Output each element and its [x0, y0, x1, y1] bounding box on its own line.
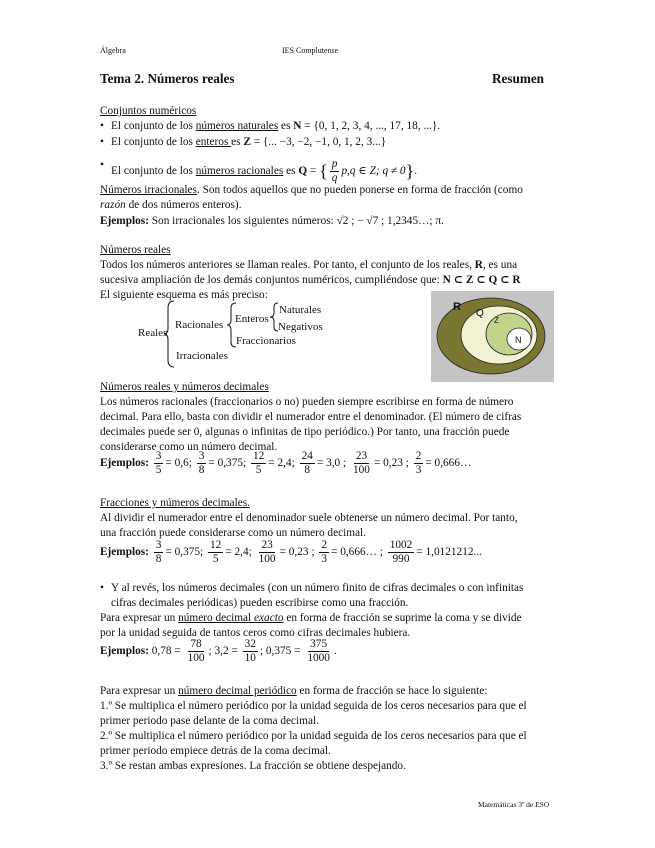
scheme-enteros: Enteros: [235, 313, 269, 325]
scheme-reales: Reales: [138, 327, 168, 339]
decimales-heading: Números reales y números decimales: [100, 381, 269, 393]
bullet-dot: •: [100, 120, 104, 132]
exacto-line2: por la unidad seguida de tantos ceros como cifras decimales hubiera.: [100, 627, 411, 639]
bullet-dot: •: [100, 159, 104, 171]
periodico-step3: 3.º Se restan ambas expresiones. La fracción se obtiene despejando.: [100, 760, 406, 772]
scheme-negativos: Negativos: [278, 321, 323, 333]
venn-label-r: R: [453, 301, 461, 313]
header-center: IES Complutense: [282, 46, 339, 55]
periodico-step1b: primer periodo pase delante de la coma decimal.: [100, 715, 319, 727]
fracciones-line2: una fracción puede considerarse como un número decimal.: [100, 527, 366, 539]
decimales-line1: Los números racionales (fraccionarios o no) pueden siempre escribirse en forma de número: [100, 396, 514, 408]
irracionales-examples: Ejemplos: Son irracionales los siguientes números: √2 ; − √7 ; 1,2345…; π.: [100, 215, 444, 227]
link-decimal-exacto: número decimal exacto: [178, 612, 284, 624]
bullet-dot: •: [100, 582, 104, 594]
exacto-line1: Para expresar un número decimal exacto en forma de fracción se suprime la coma y se divide: [100, 612, 522, 624]
fracciones-examples: Ejemplos: $\frac{3}{8}$ = 0,375; $\frac{12}{5}$ = 2,4; $\frac{23}{100}$ = 0,23 ; $\frac{2}{3}$ = 0,666… ; $\frac{1002}{990}$ = 1,0121212...: [100, 539, 482, 565]
irracionales-line1: Números irracionales. Son todos aquellos que no pueden ponerse en forma de fracción (como: [100, 184, 523, 196]
scheme-fraccionarios: Fraccionarios: [236, 335, 296, 347]
brace-reales: [164, 300, 176, 368]
scheme-naturales: Naturales: [279, 304, 322, 316]
link-enteros: enteros: [195, 136, 232, 148]
exacto-examples: Ejemplos: 0,78 = $\frac{78}{100}$ ; 3,2 = $\frac{32}{10}$ ; 0,375 = $\frac{375}{1000}$ .: [100, 638, 337, 664]
link-naturales: números naturales: [195, 120, 279, 132]
page-footer: Matemáticas 3º de ESO: [478, 800, 550, 809]
irracionales-line2: razón de dos números enteros).: [100, 199, 242, 211]
page-subtitle: Resumen: [492, 71, 545, 86]
reales-heading: Números reales: [100, 244, 171, 256]
decimales-line3: decimales puede ser 0, algunas o infinitas de tipo periódico.) Por tanto, una fracción puede: [100, 426, 510, 438]
header-left: Álgebra: [100, 46, 126, 55]
fracciones-line1: Al dividir el numerador entre el denominador suele obtenerse un número decimal. Por tanto,: [100, 512, 518, 524]
periodico-step1a: 1.º Se multiplica el número periódico por la unidad seguida de los ceros necesarios para que el: [100, 700, 527, 712]
reales-line1: Todos los números anteriores se llaman reales. Por tanto, el conjunto de los reales, R, es una: [100, 259, 518, 271]
scheme-irracionales: Irracionales: [176, 350, 228, 362]
reales-line2: sucesiva ampliación de los demás conjuntos numéricos, cumpliéndose que: N ⊂ Z ⊂ Q ⊂ R: [100, 274, 521, 286]
reales-line3: El siguiente esquema es más preciso:: [100, 289, 268, 301]
racionales-fraction: $\frac{p}{q}$: [331, 158, 338, 184]
page-title: Tema 2. Números reales: [100, 71, 235, 86]
decimales-line4: considerarse como un número decimal.: [100, 441, 278, 453]
periodico-step2a: 2.º Se multiplica el número periódico por la unidad seguida de los ceros necesarios para que el: [100, 730, 527, 742]
periodico-step2b: primer periodo empiece detrás de la coma decimal.: [100, 745, 331, 757]
venn-label-z: Z: [494, 316, 499, 325]
decimales-line2: decimal. Para ello, basta con dividir el numerador entre el denominador. (El número de cifras: [100, 411, 522, 423]
fracciones-heading: Fracciones y números decimales.: [100, 497, 250, 509]
venn-diagram: [431, 291, 554, 382]
venn-label-q: Q: [476, 308, 484, 319]
venn-label-n: N: [515, 335, 522, 345]
periodico-intro: Para expresar un número decimal periódico en forma de fracción se hace lo siguiente:: [100, 685, 488, 697]
conjuntos-heading: Conjuntos numéricos: [100, 105, 197, 117]
link-decimal-periodico: número decimal periódico: [178, 685, 297, 697]
decimales-examples: Ejemplos: $\frac{3}{5}$ = 0,6; $\frac{3}{8}$ = 0,375; $\frac{12}{5}$ = 2,4; $\frac{24}{8}$ = 3,0 ; $\frac{23}{100}$ = 0,23 ; $\frac{2}{3}$ = 0,666…: [100, 450, 472, 476]
irracionales-heading: Números irracionales: [100, 184, 197, 196]
bullet-dot: •: [100, 136, 104, 148]
link-racionales: números racionales: [195, 165, 284, 178]
scheme-racionales: Racionales: [175, 319, 224, 331]
